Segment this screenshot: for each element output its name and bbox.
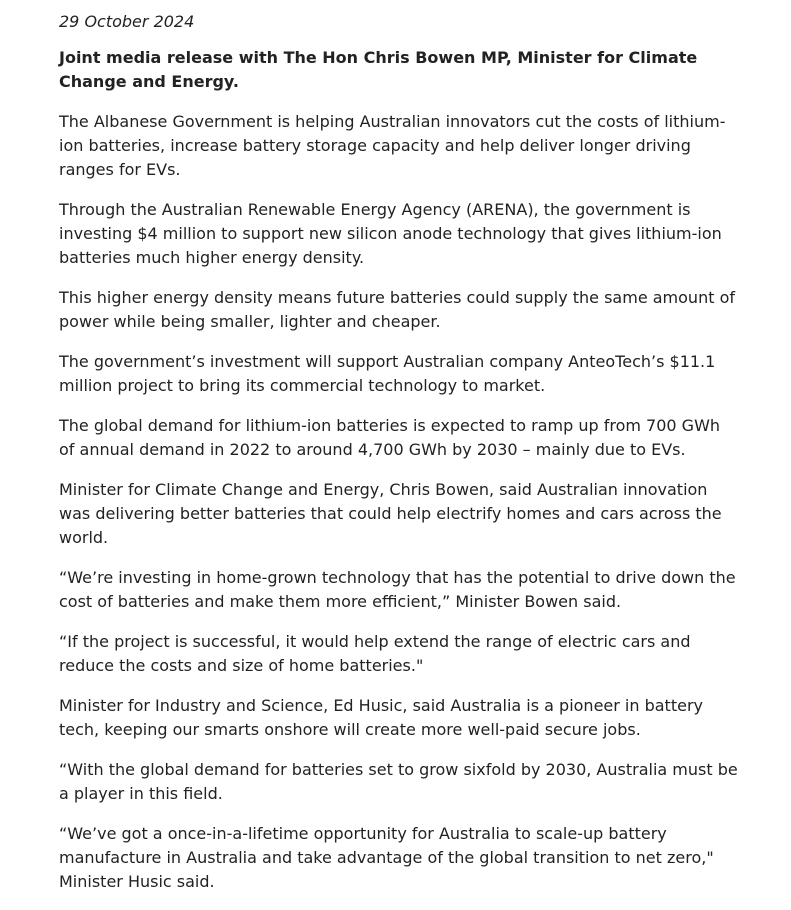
paragraph: The Albanese Government is helping Australian innovators cut the costs of lithium-ion batteries, increase battery storage capacity and help deliver longer driving ranges for EVs. <box>59 112 726 179</box>
quote-paragraph: “We’re investing in home-grown technology that has the potential to drive down the cost of batteries and make them more efficient,” Minister Bowen said. <box>59 568 736 611</box>
paragraph: The global demand for lithium-ion batteries is expected to ramp up from 700 GWh of annual demand in 2022 to around 4,700 GWh by 2030 – mainly due to EVs. <box>59 416 721 459</box>
paragraph: Minister for Industry and Science, Ed Husic, said Australia is a pioneer in battery tech, keeping our smarts onshore will create more well-paid secure jobs. <box>59 696 703 739</box>
paragraph: This higher energy density means future batteries could supply the same amount of power while being smaller, lighter and cheaper. <box>59 288 735 331</box>
paragraph: The government’s investment will support Australian company AnteoTech’s $11.1 million project to bring its commercial technology to market. <box>59 352 716 395</box>
quote-paragraph: “With the global demand for batteries set to grow sixfold by 2030, Australia must be a player in this field. <box>59 760 738 803</box>
article-body <box>59 10 739 910</box>
quote-paragraph: “We’ve got a once-in-a-lifetime opportunity for Australia to scale-up battery manufacture in Australia and take advantage of the global transition to net zero," Minister Husic said. <box>59 824 714 891</box>
lead-statement: Joint media release with The Hon Chris Bowen MP, Minister for Climate Change and Energy. <box>59 48 698 91</box>
paragraph: Minister for Climate Change and Energy, Chris Bowen, said Australian innovation was delivering better batteries that could help electrify homes and cars across the world. <box>59 480 722 547</box>
release-date: 29 October 2024 <box>59 12 195 31</box>
paragraph: Through the Australian Renewable Energy Agency (ARENA), the government is investing $4 million to support new silicon anode technology that gives lithium-ion batteries much higher energy density. <box>59 200 722 267</box>
quote-paragraph: “If the project is successful, it would help extend the range of electric cars and reduce the costs and size of home batteries." <box>59 632 691 675</box>
